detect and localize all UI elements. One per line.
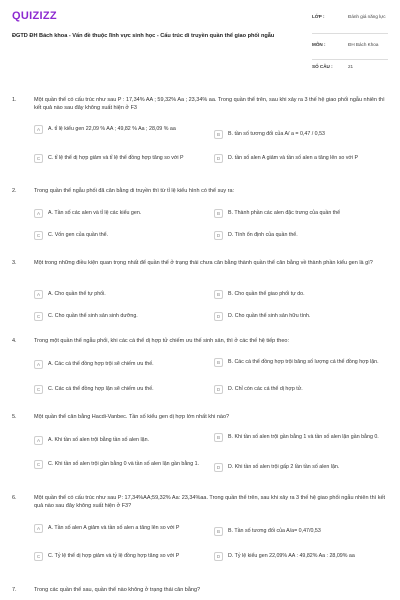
question-3 (12, 260, 388, 328)
option-text: A. Tần số alen A giảm và tần số alen a tăng lên so với P (48, 525, 180, 531)
question-number: 4. (12, 338, 17, 344)
question-text: Một trong những điều kiện quan trọng nhất để quần thể ở trạng thái chưa cân bằng thành quần thể cân bằng về thành phần kiểu gen là gì? (34, 260, 373, 266)
question-number: 5. (12, 414, 17, 420)
option-text: C. tỉ lệ thể dị hợp giảm và tỉ lệ thể đồng hợp tăng so với P (48, 155, 184, 161)
option-letter: D (214, 552, 223, 561)
option-letter: B (214, 130, 223, 139)
option-text: C. Cho quần thể sinh sản sinh dưỡng. (48, 313, 138, 319)
option-letter: D (214, 385, 223, 394)
meta-subject (312, 34, 388, 60)
meta-subject-label: MÔN : (312, 42, 326, 47)
option-text: A. tỉ lệ kiểu gen 22,09 % AA ; 49,82 % Aa ; 28,09 % aa (48, 126, 176, 132)
option-letter: A (34, 125, 43, 134)
option-letter: B (214, 290, 223, 299)
question-4 (12, 338, 388, 402)
option-letter: C (34, 385, 43, 394)
option-letter: B (214, 527, 223, 536)
question-5 (12, 414, 388, 484)
question-number: 3. (12, 260, 17, 266)
option-letter: D (214, 312, 223, 321)
option-text: D. tần số alen A giảm và tần số alen a tăng lên so với P (228, 155, 359, 161)
option-letter: C (34, 312, 43, 321)
question-number: 7. (12, 587, 17, 593)
option-text: D. Chỉ còn các cá thể dị hợp tử. (228, 386, 303, 392)
question-1 (12, 97, 388, 177)
meta-subject-value: ĐH Bách Khoa (348, 42, 379, 47)
question-text: Trong quần thể ngẫu phối đã cân bằng di truyền thì từ tỉ lệ kiểu hình có thể suy ra: (34, 188, 235, 194)
option-letter: D (214, 154, 223, 163)
meta-count-label: SỐ CÂU : (312, 64, 333, 69)
meta-class-value: Đánh giá năng lực (348, 14, 386, 19)
option-text: C. Vốn gen của quần thể. (48, 232, 109, 238)
option-letter: A (34, 209, 43, 218)
option-text: C. Tỷ lệ thể dị hợp giảm và tỷ lệ đồng hợp tăng so với P (48, 553, 180, 559)
option-text: B. Khi tần số alen trội gần bằng 1 và tần số alen lặn gần bằng 0. (228, 434, 379, 440)
option-text: D. Tỷ lệ kiểu gen 22,09% AA : 49,82% Aa : 28,09% aa (228, 553, 355, 559)
question-2 (12, 188, 388, 248)
quizizz-logo: QUIZIZZ (12, 10, 57, 22)
meta-count (312, 60, 388, 74)
option-text: B. Tần số tương đối của A/a= 0,47/0,53 (228, 528, 321, 534)
question-6 (12, 495, 388, 575)
option-letter: C (34, 552, 43, 561)
option-text: A. Tần số các alen và tỉ lệ các kiểu gen. (48, 210, 142, 216)
option-text: B. Thành phần các alen đặc trưng của quần thể (228, 210, 341, 216)
option-letter: B (214, 433, 223, 442)
option-text: D. Tính ổn định của quần thể. (228, 232, 298, 238)
option-letter: B (214, 358, 223, 367)
meta-class-label: LỚP : (312, 14, 325, 19)
option-letter: D (214, 231, 223, 240)
question-text: Một quần thể có cấu trúc như sau P : 17,34% AA ; 59,32% Aa ; 23,34% aa. Trong quần thể trên, sau khi xảy ra 3 thế hệ giao phối ngẫu nhiên thì kết quả nào sau đây không xuất hiện ở F3 (34, 97, 385, 111)
option-letter: C (34, 154, 43, 163)
option-text: D. Cho quần thể sinh sản hữu tính. (228, 313, 311, 319)
option-text: D. Khi tần số alen trội gấp 2 lần tần số alen lặn. (228, 464, 340, 470)
option-letter: A (34, 436, 43, 445)
option-letter: A (34, 290, 43, 299)
meta-count-value: 21 (348, 64, 354, 69)
question-number: 6. (12, 495, 17, 501)
option-text: B. Các cá thể đồng hợp trội băng số lượng cá thể đồng hợp lặn. (228, 359, 379, 365)
option-text: A. Cho quần thể tự phối. (48, 291, 106, 297)
option-letter: B (214, 209, 223, 218)
option-text: B. tần số tương đối của A/ a = 0,47 / 0,53 (228, 131, 325, 137)
question-number: 2. (12, 188, 17, 194)
option-text: B. Cho quần thể giao phối tự do. (228, 291, 305, 297)
question-text: Trong các quần thể sau, quần thể nào không ở trạng thái cân bằng? (34, 587, 201, 593)
meta-class (312, 12, 388, 34)
option-text: A. Các cá thể đồng hợp trội sẽ chiếm ưu thế. (48, 361, 154, 367)
option-letter: C (34, 231, 43, 240)
question-text: Một quần thể có cấu trúc như sau P: 17,34%AA;59,32% Aa: 23,34%aa. Trong quần thể trên, sau khi xảy ra 3 thế hệ giao phối ngẫu nhiên thì kết quả nào sau đây không xuất hiện ở F3? (34, 495, 386, 509)
question-text: Trong một quần thể ngẫu phối, khi các cá thể dị hợp tử chiếm ưu thế sinh sản, thì ở các thế hệ tiếp theo: (34, 338, 289, 344)
option-text: C. Các cá thể đồng hợp lặn sẽ chiếm ưu thế. (48, 386, 154, 392)
question-number: 1. (12, 97, 17, 103)
worksheet-meta (312, 12, 388, 74)
worksheet-title: ĐGTD ĐH Bách khoa - Vấn đề thuộc lĩnh vực sinh học - Cấu trúc di truyền quần thể giao phối ngẫu (12, 33, 275, 39)
page-header (12, 10, 388, 82)
option-letter: A (34, 524, 43, 533)
option-text: A. Khi tần số alen trội bằng tần số alen lặn. (48, 437, 150, 443)
option-letter: A (34, 360, 43, 369)
question-7 (12, 587, 388, 597)
option-text: C. Khi tần số alen trội gần bằng 0 và tần số alen lặn gần bằng 1. (48, 461, 200, 467)
question-text: Một quần thể cân bằng Hacdi-Vanbec. Tần số kiểu gen dị hợp lớn nhất khi nào? (34, 414, 230, 420)
option-letter: C (34, 460, 43, 469)
option-letter: D (214, 463, 223, 472)
